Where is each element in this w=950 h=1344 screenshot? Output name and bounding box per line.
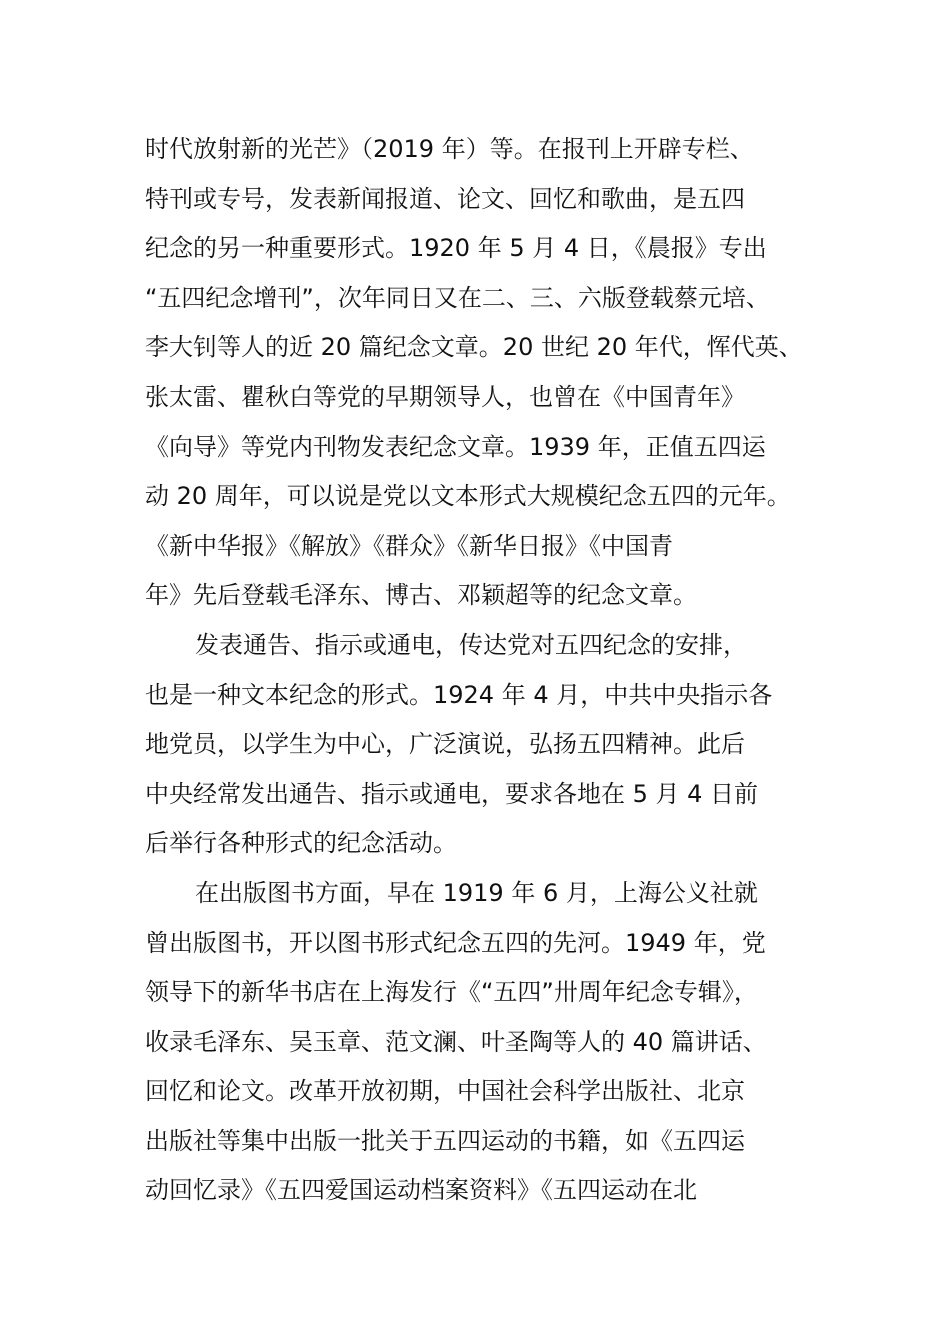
text-line: 《新中华报》《解放》《群众》《新华日报》《中国青 (145, 531, 673, 560)
text-line: “五四纪念增刊”，次年同日又在二、三、六版登载蔡元培、 (145, 283, 770, 312)
text-line: 地党员，以学生为中心，广泛演说，弘扬五四精神。此后 (145, 730, 745, 759)
text-line: 在出版图书方面，早在 1919 年 6 月，上海公义社就 (195, 878, 758, 907)
text-line: 中央经常发出通告、指示或通电，要求各地在 5 月 4 日前 (145, 779, 759, 808)
text-line: 纪念的另一种重要形式。1920 年 5 月 4 日，《晨报》专出 (145, 234, 767, 263)
text-line: 李大钊等人的近 20 篇纪念文章。20 世纪 20 年代，恽代英、 (145, 333, 803, 362)
document-body (145, 125, 835, 1216)
text-line: 也是一种文本纪念的形式。1924 年 4 月，中共中央指示各 (145, 680, 773, 709)
text-line: 《向导》等党内刊物发表纪念文章。1939 年，正值五四运 (145, 432, 766, 461)
text-line: 时代放射新的光芒》（2019 年）等。在报刊上开辟专栏、 (145, 135, 754, 163)
paragraph-books (145, 869, 835, 1216)
text-line: 动回忆录》《五四爱国运动档案资料》《五四运动在北 (145, 1176, 697, 1205)
text-line: 出版社等集中出版一批关于五四运动的书籍，如《五四运 (145, 1126, 745, 1155)
text-line: 动 20 周年，可以说是党以文本形式大规模纪念五四的元年。 (145, 482, 791, 511)
text-line: 曾出版图书，开以图书形式纪念五四的先河。1949 年，党 (145, 928, 766, 957)
text-line: 回忆和论文。改革开放初期，中国社会科学出版社、北京 (145, 1077, 745, 1106)
text-line: 发表通告、指示或通电，传达党对五四纪念的安排， (195, 630, 747, 659)
text-line: 特刊或专号，发表新闻报道、论文、回忆和歌曲，是五四 (145, 184, 745, 213)
text-line: 年》先后登载毛泽东、博古、邓颖超等的纪念文章。 (145, 581, 697, 610)
text-line: 收录毛泽东、吴玉章、范文澜、叶圣陶等人的 40 篇讲话、 (145, 1027, 767, 1056)
paragraph-notices (145, 621, 835, 869)
paragraph-periodicals (145, 125, 835, 621)
text-line: 后举行各种形式的纪念活动。 (145, 829, 457, 858)
text-line: 张太雷、瞿秋白等党的早期领导人，也曾在《中国青年》 (145, 382, 745, 411)
text-line: 领导下的新华书店在上海发行《“五四”卅周年纪念专辑》， (145, 978, 758, 1007)
